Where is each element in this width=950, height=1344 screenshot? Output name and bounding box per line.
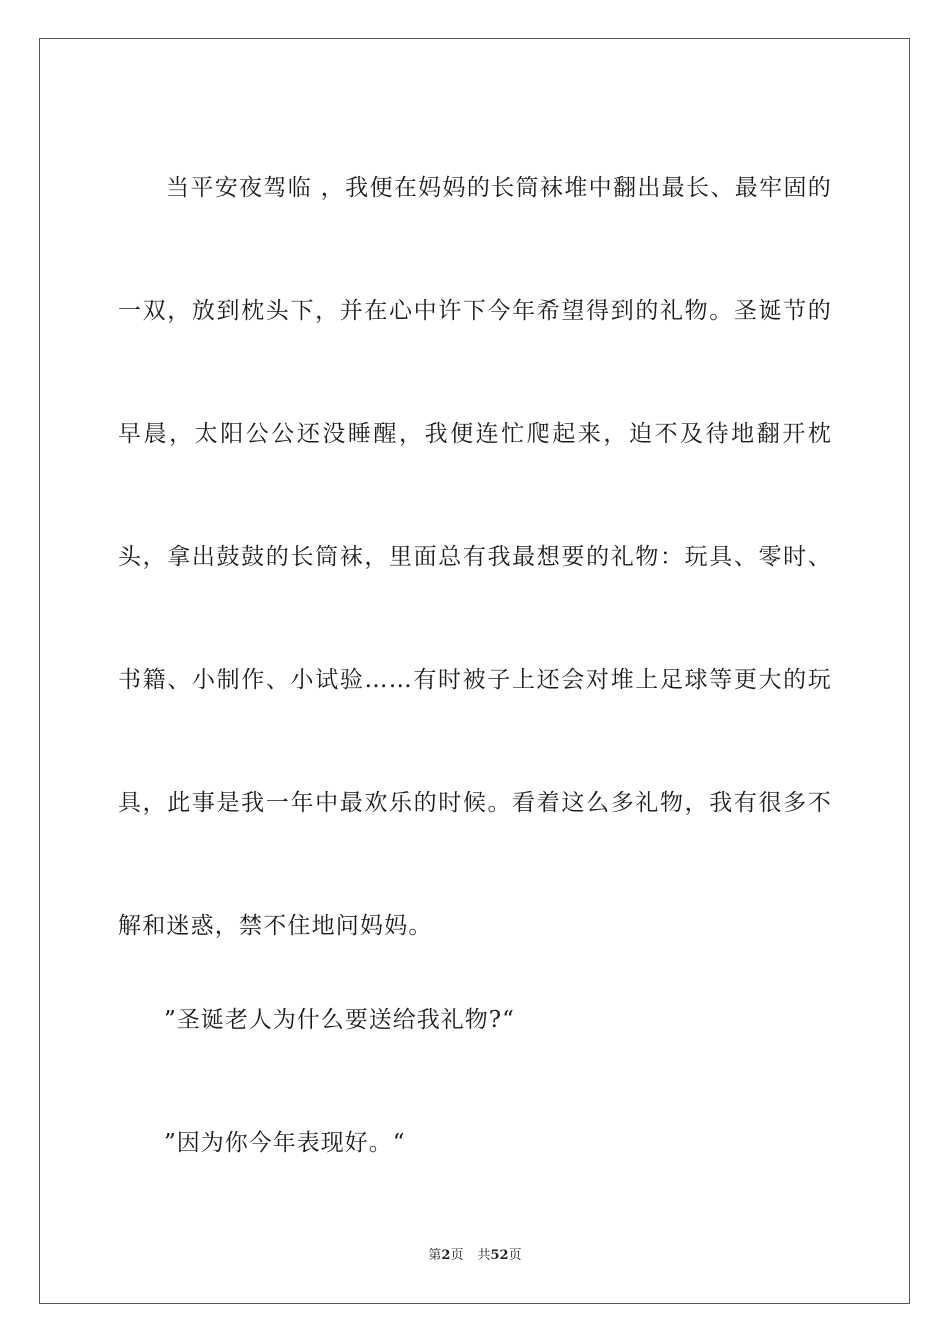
page-footer (0, 1246, 950, 1266)
total-prefix: 共 (477, 1248, 491, 1263)
page-number: 2 (441, 1248, 451, 1263)
total-pages: 52 (490, 1248, 509, 1263)
total-suffix: 页 (508, 1248, 522, 1263)
page-suffix: 页 (450, 1248, 464, 1263)
document-body (118, 127, 832, 988)
page-prefix: 第 (428, 1248, 442, 1263)
dialog-line: ”圣诞老人为什么要送给我礼物?“ (164, 1007, 515, 1033)
paragraph: 当平安夜驾临 ，我便在妈妈的长筒袜堆中翻出最长、最牢固的一双，放到枕头下，并在心中许下今年希望得到的礼物。圣诞节的早晨，太阳公公还没睡醒，我便连忙爬起来，迫不及待地翻开枕头，拿出鼓鼓的长筒袜，里面总有我最想要的礼物：玩具、零时、书籍、小制作、小试验……有时被子上还会对堆上足球等更大的玩具，此事是我一年中最欢乐的时候。看着这么多礼物，我有很多不解和迷惑，禁不住地问妈妈。 (118, 175, 832, 939)
dialog-line: ”因为你今年表现好。“ (164, 1130, 406, 1156)
